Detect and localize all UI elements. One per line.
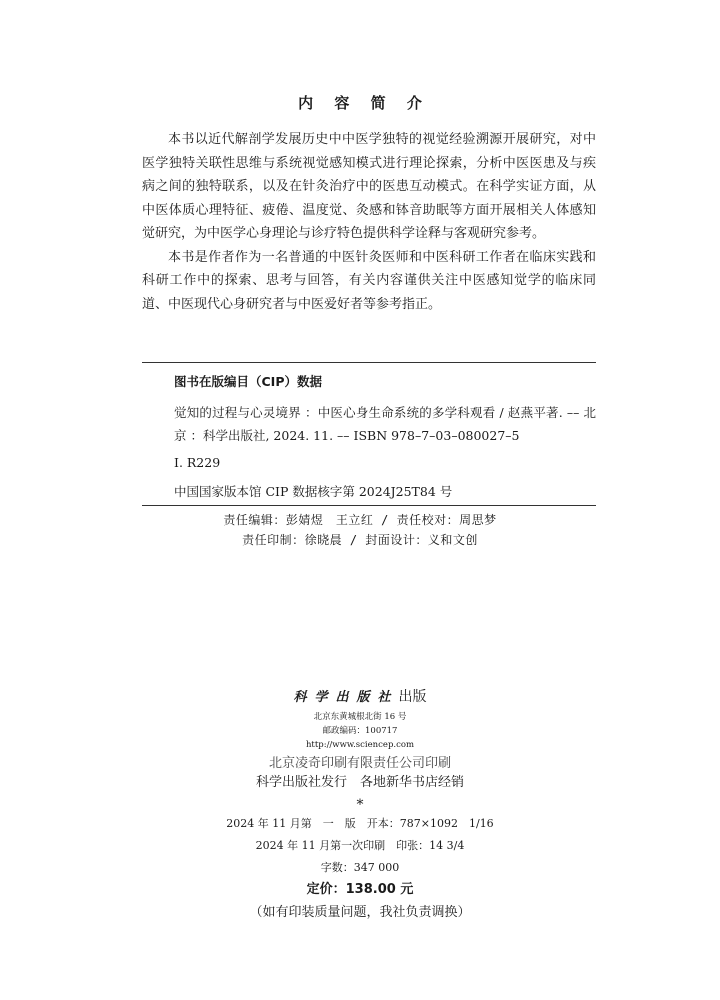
credits-line: 责任印制：徐晓晨 / 封面设计：义和文创 bbox=[242, 533, 478, 547]
word-count: 字数：347 000 bbox=[320, 861, 400, 874]
printing-line: 2024 年 11 月第一次印刷 印张：14 3/4 bbox=[255, 839, 465, 852]
book-introduction bbox=[142, 128, 596, 316]
publisher-name bbox=[0, 686, 720, 706]
cip-classification: Ⅰ. R229 bbox=[174, 455, 221, 470]
cip-title: 图书在版编目（CIP）数据 bbox=[174, 374, 322, 389]
quality-note: （如有印装质量问题，我社负责调换） bbox=[249, 905, 471, 920]
printer-line: 北京凌奇印刷有限责任公司印刷 bbox=[268, 756, 451, 771]
edition-line: 2024 年 11 月第 一 版 开本：787×1092 1/16 bbox=[226, 817, 494, 830]
publisher-website: http://www.sciencep.com bbox=[305, 740, 415, 750]
distribution-line: 科学出版社发行 各地新华书店经销 bbox=[255, 775, 464, 790]
heading-char: 介 bbox=[406, 94, 422, 112]
cip-entry: 觉知的过程与心灵境界 ：中医心身生命系统的多学科观看 / 赵燕平著. –– 北京 ：科学出版社, 2024. 11. –– ISBN 978–7–03–080027–5 bbox=[174, 405, 596, 443]
intro-paragraph: 本书是作者作为一名普通的中医针灸医师和中医科研工作者在临床实践和科研工作中的探索、思考与回答，有关内容谨供关注中医感知觉学的临床同道、中医现代心身研究者与中医爱好者等参考指正。 bbox=[142, 249, 596, 312]
intro-paragraph: 本书以近代解剖学发展历史中中医学独特的视觉经验溯源开展研究，对中医学独特关联性思维与系统视觉感知模式进行理论探索，分析中医医患及与疾病之间的独特联系，以及在针灸治疗中的医患互动模式。在科学实证方面，从中医体质心理特征、疲倦、温度觉、灸感和钵音助眠等方面开展相关人体感知觉研究，为中医学心身理论与诊疗特色提供科学诠释与客观研究参考。 bbox=[142, 132, 596, 241]
publisher-block bbox=[0, 686, 720, 924]
separator-star: * bbox=[356, 797, 364, 813]
publisher-logo-text: 科学出版社 bbox=[293, 690, 399, 705]
page-heading bbox=[0, 92, 720, 113]
publisher-address: 北京东黄城根北街 16 号 bbox=[313, 712, 407, 722]
publisher-suffix: 出版 bbox=[398, 689, 427, 705]
heading-char: 简 bbox=[370, 94, 386, 112]
publisher-postcode: 邮政编码：100717 bbox=[322, 726, 398, 736]
editorial-credits bbox=[0, 510, 720, 550]
heading-char: 内 bbox=[298, 94, 314, 112]
credits-line: 责任编辑：彭婧煜 王立红 / 责任校对：周思梦 bbox=[223, 513, 497, 527]
cip-block bbox=[142, 362, 596, 506]
price: 定价：138.00 元 bbox=[306, 882, 414, 897]
cip-record-number: 中国国家版本馆 CIP 数据核字第 2024J25T84 号 bbox=[174, 484, 453, 499]
heading-char: 容 bbox=[334, 94, 350, 112]
